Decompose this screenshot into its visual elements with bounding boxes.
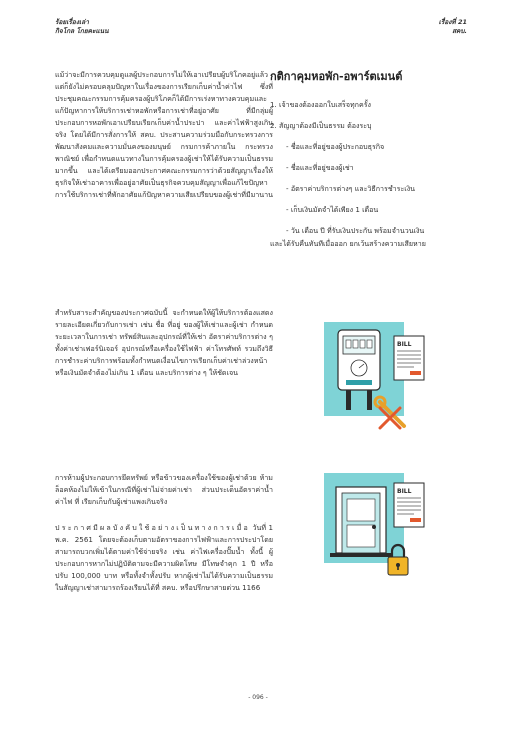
rule-sub-2: - ชื่อและที่อยู่ของผู้เช่า — [286, 163, 354, 172]
header-series-title: ร้อยเรื่องเล่า — [55, 18, 89, 26]
rules-title: กติกาคุมหอพัก-อพาร์ตเมนต์ — [270, 70, 403, 83]
rule-sub-1: - ชื่อและที่อยู่ของผู้ประกอบธุรกิจ — [286, 142, 385, 151]
header-left — [55, 18, 109, 36]
rule-item-1: 1. เจ้าของต้องออกใบเสร็จทุกครั้ง — [270, 100, 371, 109]
header-right — [439, 18, 467, 36]
bill-icon — [394, 483, 424, 527]
paragraph-3: การห้ามผู้ประกอบการยึดทรัพย์ หรือข้าวของเครื่องใช้ของผู้เช่าด้วย ห้ามล็อคห้องไม่ให้เข้าในกรณีที่ผู้เช่าไม่จ่ายค่าเช่า ส่วนประเด็นอัตราค่าน้ำ ค่าไฟ ที่ เรียกเก็บกับผู้เช่าแพงเกินจริง — [55, 473, 273, 506]
paragraph-4 — [55, 522, 273, 594]
bill-label: BILL — [397, 488, 412, 495]
header-story-number: เรื่องที่ 21 — [438, 18, 467, 26]
rule-sub-4: - เก็บเงินมัดจำได้เพียง 1 เดือน — [286, 205, 379, 214]
meter-bill-illustration — [322, 322, 426, 430]
door-lock-illustration — [322, 473, 426, 581]
rule-sub-5: - วัน เดือน ปี ที่รับเงินประกัน พร้อมจำนวนเงิน — [286, 226, 425, 235]
rule-item-2: 2. สัญญาต้องมีเป็นธรรม ต้องระบุ — [270, 121, 372, 130]
page-number: - 096 - — [248, 694, 268, 701]
paragraph-4-body: วันที่ 1 พ.ค. 2561 โดยจะต้องเก็บตามอัตราของการไฟฟ้าและการประปาโดยสามารถบวกเพิ่มได้ตามค่าใช้จ่ายจริง เช่น ค่าไฟเครื่องปั๊มน้ำ ทั้งนี้ ผู้ประกอบการหากไม่ปฏิบัติตามจะมีความผิดโทษ มีโทษจำคุก 1 ปี หรือปรับ 100,000 บาท หรือทั้งจำทั้งปรับ หากผู้เช่าไม่ได้รับความเป็นธรรมในสัญญาเช่าสามารถร้องเรียนได้ที่ สคบ. หรือปรึกษาสายด่วน 1166 — [55, 523, 273, 592]
header-agency: สคบ. — [452, 27, 467, 35]
header-subtitle: กิจโกล โกยคะแนน — [55, 27, 109, 35]
paragraph-2: สำหรับสาระสำคัญของประกาศฉบับนี้ จะกำหนดให้ผู้ให้บริการต้องแสดงรายละเอียดเกี่ยวกับการเช่า เช่น ชื่อ ที่อยู่ ของผู้ให้เช่าและผู้เช่า กำหนดระยะเวลาในการเช่า ทรัพย์สินและอุปกรณ์ที่ให้เช่า อัตราค่าบริการต่าง ๆ ทั้งค่าเช่าเฟอร์นิเจอร์ อุปกรณ์หรือเครื่องใช้ไฟฟ้า ค่าโทรศัพท์ รวมถึงวิธีการชำระค่าบริการพร้อมทั้งกำหนดเงื่อนไขการเรียกเก็บค่าเช่าล่วงหน้า หรือเงินมัดจำต้องไม่เกิน 1 เดือน และบริการต่าง ๆ ให้ชัดเจน — [55, 308, 273, 377]
rules-list — [270, 99, 470, 250]
paragraph-4-lead: ประกาศมีผลบังคับใช้อย่างเป็นทางการเมื่อ — [55, 523, 250, 532]
rule-sub-3: - อัตราค่าบริการต่างๆ และวิธีการชำระเงิน — [286, 184, 416, 193]
bill-label: BILL — [397, 341, 412, 348]
rule-sub-5-continued: และได้รับคืนทันทีเมื่อออก ยกเว้นสร้างความเสียหาย — [270, 239, 426, 248]
paragraph-1: แม้ว่าจะมีการควบคุมดูแลผู้ประกอบการไม่ให้เอาเปรียบผู้บริโภคอยู่แล้ว แต่ก็ยังไม่ครอบคลุมปัญหาในเรื่องของการเรียกเก็บค่าน้ำค่าไฟ ซึ่งที่ประชุมคณะกรรมการคุ้มครองผู้บริโภคก็ได้มีการเร่งหาทางควบคุมและแก้ปัญหาการให้บริการเช่าหอพักหรือการเช่าที่อยู่อาศัย ที่มีกลุ่มผู้ประกอบการหอพักเอาเปรียบเรียกเก็บค่าน้ำประปา และค่าไฟฟ้าสูงเกินจริง โดยได้มีการสั่งการให้ สคบ. ประสานความร่วมมือกับกระทรวงการพัฒนาสังคมและความมั่นคงของมนุษย์ กรมการค้าภายใน กระทรวงพาณิชย์ เพื่อกำหนดแนวทางในการคุ้มครองผู้เช่าให้ได้รับความเป็นธรรมมากขึ้น และได้เตรียมออกประกาศคณะกรรมการว่าด้วยสัญญาเรื่องให้ธุรกิจให้เช่าอาคารเพื่ออยู่อาศัยเป็นธุรกิจควบคุมสัญญาเพื่อแก้ไขปัญหาการใช้บริการเช่าที่พักอาศัยแก้ปัญหาความเสียเปรียบของผู้เช่าที่มีมานาน — [55, 70, 273, 199]
bill-icon — [394, 336, 424, 380]
